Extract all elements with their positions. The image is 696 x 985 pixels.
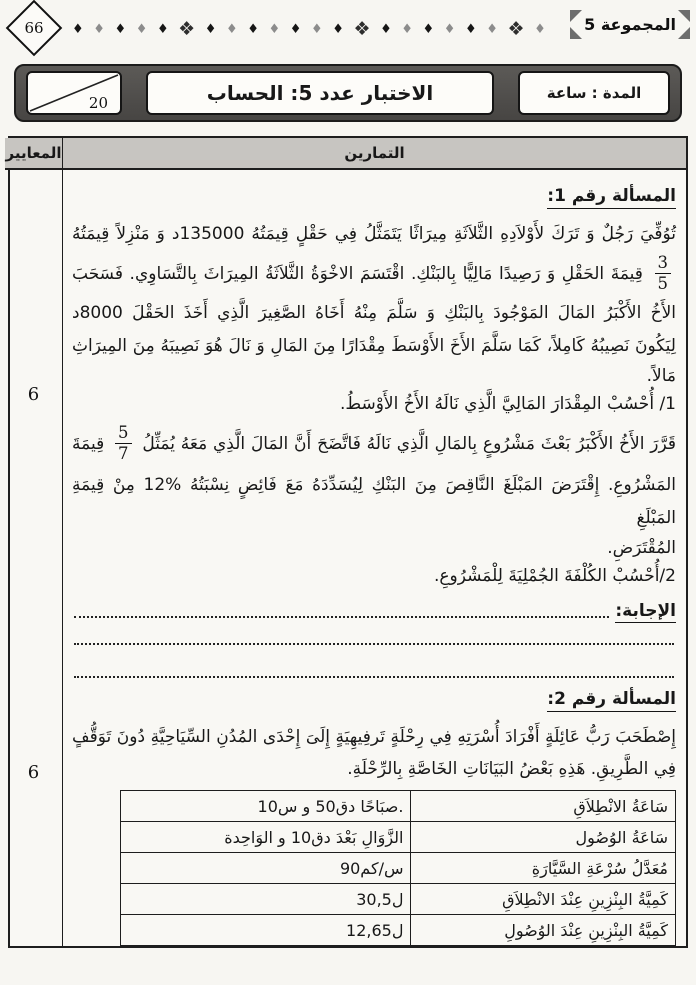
diamond-icon: ♦ — [114, 21, 127, 37]
text-line: قَرَّرَ الأَخُ الأَكْبَرُ بَعْثَ مَشْرُوعٍ بِالمَالِ الَّذِي نَالَهُ فَاتَّضَحَ أَنَّ المَالَ الَّذِي مَعَهُ يُمَثِّلُ — [142, 434, 676, 454]
text-line: المَشْرُوعِ. إِقْتَرَضَ المَبْلَغَ النَّاقِصَ مِنَ البَنْكِ لِيُسَدِّدَهُ مَعَ فَائِضٍ نِسْبَتُهُ %12 مِنْ قِيمَةِ المَبْلَغِ — [72, 475, 676, 528]
diamond-icon: ♦ — [401, 21, 413, 37]
test-title-box — [146, 71, 494, 115]
problem2-section — [72, 689, 676, 946]
title-bar — [14, 64, 682, 122]
diamond-icon: ♦ — [226, 21, 238, 37]
text-line: تُوُفِّيَ رَجُلٌ وَ تَرَكَ لأَوْلاَدِهِ الثَّلاَثَةِ مِيرَاثًا يَتَمَثَّلُ فِي حَقْلٍ قِيمَتُهُ 135000د وَ مَنْزِلاً قِيمَتُهُ — [72, 224, 676, 244]
trip-row-value: ل30,5 — [121, 884, 411, 915]
trip-row-label: سَاعَةُ الوُصُول — [411, 822, 676, 853]
table-row — [121, 884, 676, 915]
text-line-with-fraction — [72, 251, 676, 297]
diamond-cluster-icon: ❖ — [178, 17, 196, 40]
diamond-icon: ♦ — [204, 21, 217, 37]
diamond-cluster-icon: ❖ — [353, 17, 371, 40]
diamond-icon: ♦ — [422, 21, 435, 37]
duration-box — [518, 71, 670, 115]
answer-dotted-line — [74, 616, 609, 618]
question-1-line: 1/ أُحْسُبْ المِقْدَارَ المَالِيَّ الَّذِي نَالَهُ الأَخُ الأَوْسَطُ. — [339, 394, 676, 414]
exercises-body — [63, 170, 686, 946]
text-line: قِيمَةَ الحَقْلِ وَ رَصِيدًا مَالِيًّا بِالبَنْكِ. اقْتَسَمَ الاخْوَةُ الثَّلاَثَةُ المِيرَاثَ بِالتَّسَاوِي. فَسَحَبَ — [72, 264, 643, 284]
trip-row-value: الوَاحِدة‎ و‎ 10دق‎ بَعْدَ‎ الزَّوَالِ — [121, 822, 411, 853]
score-box — [26, 71, 122, 115]
corner-mark-icon — [570, 10, 582, 22]
corner-mark-icon — [678, 27, 690, 39]
criteria-header-label: المعايير — [5, 144, 62, 162]
trip-row-value: 90كم‎/‎س — [121, 853, 411, 884]
group-label — [570, 10, 690, 39]
trip-row-label: سَاعَةُ الانْطِلاَقِ — [411, 791, 676, 822]
problem2-title: المسألة رقم 2: — [547, 689, 676, 712]
trip-row-value: ل12,65 — [121, 915, 411, 946]
text-line: إِصْطَحَبَ رَبُّ عَائِلَةٍ أَفْرَادَ أُسْرَتِهِ فِي رِحْلَةٍ تَرفِيهِيَةٍ إِلَىَ إِحْدَى المُدُنِ السِّيَاحِيَّةِ دُونَ تَوَقُّفٍ — [72, 727, 676, 747]
question-2-line: 2/أُحْسُبْ الكُلْفَةَ الجُمْلِيَةَ لِلْمَشْرُوعِ. — [433, 566, 676, 586]
diamond-icon: ♦ — [72, 21, 84, 37]
diamond-icon: ♦ — [534, 21, 546, 37]
text-line: فِي الطَّرِيقِ. هَذِهِ بَعْضُ البَيَانَاتِ الخَاصَّةِ بِالرِّحْلَةِ. — [347, 759, 676, 779]
exercises-header-cell — [63, 138, 686, 170]
text-line: مَالاً. — [646, 366, 676, 386]
diamond-cluster-icon: ❖ — [507, 17, 525, 40]
fraction-denominator: 5 — [655, 273, 672, 294]
fraction-5-7 — [115, 424, 132, 464]
answer-dotted-line — [74, 623, 674, 645]
page-number: 66 — [24, 19, 44, 37]
corner-mark-icon — [678, 10, 690, 22]
diamond-icon: ♦ — [289, 21, 302, 37]
trip-row-label: كَمِيَّةُ البِنْزِينِ عِنْدَ الوُصُولِ — [411, 915, 676, 946]
criteria-header-cell — [5, 138, 63, 170]
diamond-icon: ♦ — [135, 21, 148, 37]
problem1-section — [72, 186, 676, 678]
duration-label: المدة : ساعة — [546, 84, 642, 102]
text-line-with-fraction — [72, 419, 676, 469]
diamond-icon: ♦ — [268, 21, 281, 37]
trip-row-value: 10س‎ و‎ 50دق‎ صبَاحًا‎. — [121, 791, 411, 822]
answer-label: الإجابة: — [615, 601, 676, 621]
test-title: الاختبار عدد 5: الحساب — [206, 81, 434, 105]
table-row — [121, 915, 676, 946]
text-line: الأَخُ الأَكْبَرُ المَالَ المَوْجُودَ بِالبَنْكِ وَ سَلَّمَ مِنْهُ أَخَاهُ الصَّغِيرَ الَّذِي أَخَذَ الحَقْلَ 8000د — [72, 303, 676, 323]
diamond-icon: ♦ — [93, 21, 105, 37]
text-line: المُقْتَرَضِ. — [607, 538, 676, 558]
corner-mark-icon — [570, 27, 582, 39]
top-strip — [0, 0, 696, 62]
fraction-numerator: 5 — [118, 423, 129, 443]
trip-row-label: كَمِيَّةُ البِنْزِينِ عِنْدَ الانْطِلاَقِ — [411, 884, 676, 915]
decorative-diamond-band — [72, 14, 546, 44]
trip-row-label: مُعَدَّلُ سُرْعَةِ السَّيَّارَةِ — [411, 853, 676, 884]
fraction-numerator: 3 — [657, 253, 668, 273]
trip-data-table — [120, 790, 676, 946]
diamond-icon: ♦ — [156, 21, 169, 37]
group-label-text: المجموعة 5 — [584, 15, 676, 34]
criteria-mark: 6 — [27, 762, 40, 783]
criteria-mark: 6 — [27, 384, 40, 405]
text-line: لِيَكُونَ نَصِيبُهُ كَامِلاً، كَمَا سَلَّمَ الأَخَ الأَوْسَطَ مِقْدَارًا مِنَ المَالِ وَ نَالَ هُوَ نَصِيبَهُ مِنَ المِيرَاثِ — [72, 336, 676, 356]
fraction-3-5 — [655, 254, 672, 294]
diamond-icon: ♦ — [380, 21, 392, 37]
text-line: قِيمَةَ — [72, 434, 105, 454]
main-table — [5, 136, 688, 948]
criteria-body — [5, 170, 63, 946]
answer-row — [72, 595, 676, 623]
exercises-header-label: التمارين — [344, 144, 405, 162]
diamond-icon: ♦ — [332, 21, 344, 37]
diamond-icon: ♦ — [310, 21, 323, 37]
fraction-denominator: 7 — [115, 443, 132, 464]
table-row — [121, 853, 676, 884]
diamond-icon: ♦ — [443, 21, 456, 37]
diamond-icon: ♦ — [247, 21, 259, 37]
problem1-title: المسألة رقم 1: — [547, 186, 676, 209]
page-number-diamond-icon — [6, 0, 63, 56]
table-row — [121, 791, 676, 822]
score-total: 20 — [88, 94, 108, 112]
answer-dotted-line — [74, 656, 674, 678]
diamond-icon: ♦ — [465, 21, 477, 37]
diamond-icon: ♦ — [486, 21, 498, 37]
table-row — [121, 822, 676, 853]
